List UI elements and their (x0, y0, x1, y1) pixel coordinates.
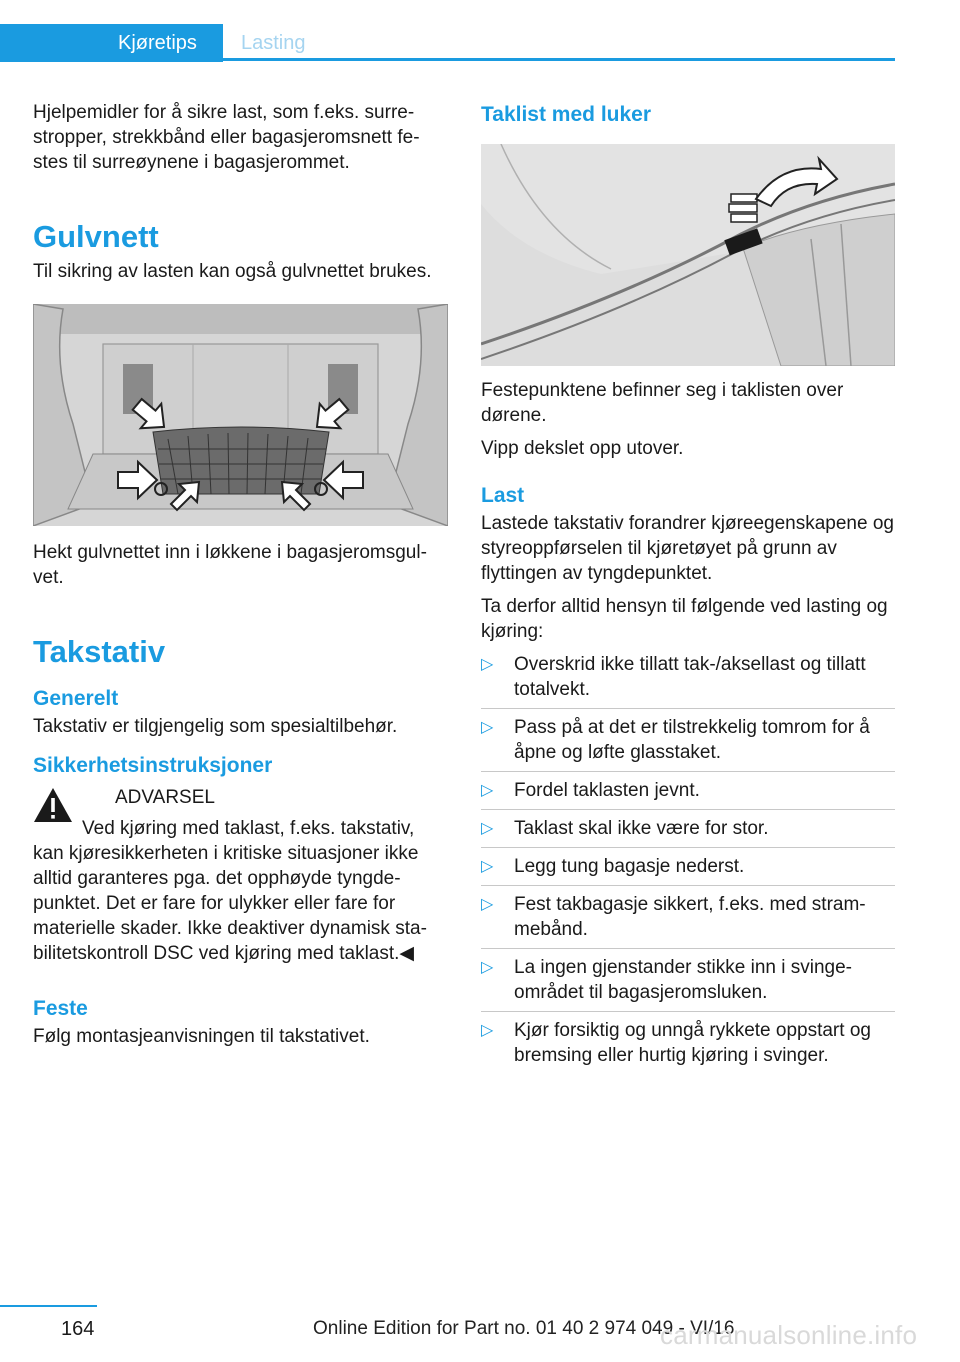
bullet-triangle-icon: ▷ (481, 959, 494, 976)
taklist-heading: Taklist med luker (481, 103, 652, 126)
warning-block (33, 785, 448, 810)
gulvnett-heading: Gulvnett (33, 219, 159, 254)
list-item (481, 1018, 895, 1074)
takstativ-heading: Takstativ (33, 634, 166, 669)
trunk-net-illustration (33, 304, 448, 526)
footer-divider (0, 1305, 97, 1307)
sikkerhet-heading: Sikkerhetsinstruksjoner (33, 754, 273, 777)
tab-lasting[interactable]: Lasting (241, 32, 306, 54)
list-item-text: Fest takbagasje sikkert, f.eks. med strammebånd. (514, 894, 866, 940)
warning-label: ADVARSEL (115, 787, 215, 808)
figure-caption: Hekt gulvnettet inn i løkkene i bagasjeromsgulvet. (33, 542, 427, 588)
list-item-text: Pass på at det er tilstrekkelig tomrom for å åpne og løfte glasstaket. (514, 717, 870, 763)
edition-text: Online Edition for Part no. 01 40 2 974 049 - VI/16 (313, 1318, 735, 1339)
last-paragraph-1: Lastede takstativ forandrer kjøreegenskapene og styreoppførselen til kjøretøyet på grunn av flyttingen av tyngdepunktet. (481, 513, 894, 584)
taklist-paragraph-1: Festepunktene befinner seg i taklisten over dørene. (481, 380, 844, 426)
page-number: 164 (61, 1318, 95, 1340)
generelt-paragraph: Takstativ er tilgjengelig som spesialtilbehør. (33, 716, 398, 737)
tab-kjoretips[interactable]: Kjøretips (0, 24, 223, 62)
left-column (33, 100, 448, 1057)
roof-rail-figure (481, 144, 895, 366)
bullet-triangle-icon: ▷ (481, 896, 494, 913)
list-item-text: Legg tung bagasje nederst. (514, 856, 745, 877)
list-item-text: Kjør forsiktig og unngå rykkete oppstart og bremsing eller hurtig kjøring i svinger. (514, 1020, 871, 1066)
list-item (481, 652, 895, 709)
list-item-text: Taklast skal ikke være for stor. (514, 818, 769, 839)
watermark: carmanualsonline.info (660, 1320, 918, 1350)
list-item (481, 955, 895, 1012)
warning-triangle-icon (33, 787, 73, 823)
feste-heading: Feste (33, 997, 88, 1020)
list-item (481, 816, 895, 848)
last-paragraph-2: Ta derfor alltid hensyn til følgende ved lasting og kjøring: (481, 596, 888, 642)
list-item-text: La ingen gjenstander stikke inn i svingeområdet til bagasjeromsluken. (514, 957, 852, 1003)
last-heading: Last (481, 484, 525, 507)
list-item-text: Overskrid ikke tillatt tak-/aksellast og tillatt totalvekt. (514, 654, 866, 700)
intro-paragraph: Hjelpemidler for å sikre last, som f.eks. surrestropper, strekkbånd eller bagasjeromsnett festes til surreøynene i bagasjerommet. (33, 102, 420, 173)
header-divider (223, 58, 895, 61)
bullet-triangle-icon: ▷ (481, 858, 494, 875)
bullet-triangle-icon: ▷ (481, 1022, 494, 1039)
gulvnett-paragraph: Til sikring av lasten kan også gulvnettet brukes. (33, 261, 432, 282)
feste-paragraph: Følg montasjeanvisningen til takstativet. (33, 1026, 370, 1047)
header-tabs (0, 24, 895, 62)
bullet-triangle-icon: ▷ (481, 782, 494, 799)
taklist-paragraph-2: Vipp dekslet opp utover. (481, 438, 684, 459)
bullet-triangle-icon: ▷ (481, 820, 494, 837)
warning-body: Ved kjøring med taklast, f.eks. takstativ, kan kjøresikkerheten i kritiske situasjoner ikke alltid garanteres pga. det opphøyde tyngdepunktet. Det er fare for ulykker eller fare for materielle skader. Ikke deaktiver dynamisk stabilitetskontroll DSC ved kjøring med taklast.◀ (33, 818, 427, 964)
loading-bullet-list (481, 652, 895, 1074)
generelt-heading: Generelt (33, 687, 119, 710)
warning-text (33, 816, 448, 966)
list-item (481, 854, 895, 886)
list-item (481, 892, 895, 949)
list-item (481, 778, 895, 810)
roof-rail-illustration (481, 144, 895, 366)
bullet-triangle-icon: ▷ (481, 656, 494, 673)
trunk-net-figure (33, 304, 448, 526)
list-item (481, 715, 895, 772)
list-item-text: Fordel taklasten jevnt. (514, 780, 700, 801)
bullet-triangle-icon: ▷ (481, 719, 494, 736)
right-column (481, 100, 895, 1080)
